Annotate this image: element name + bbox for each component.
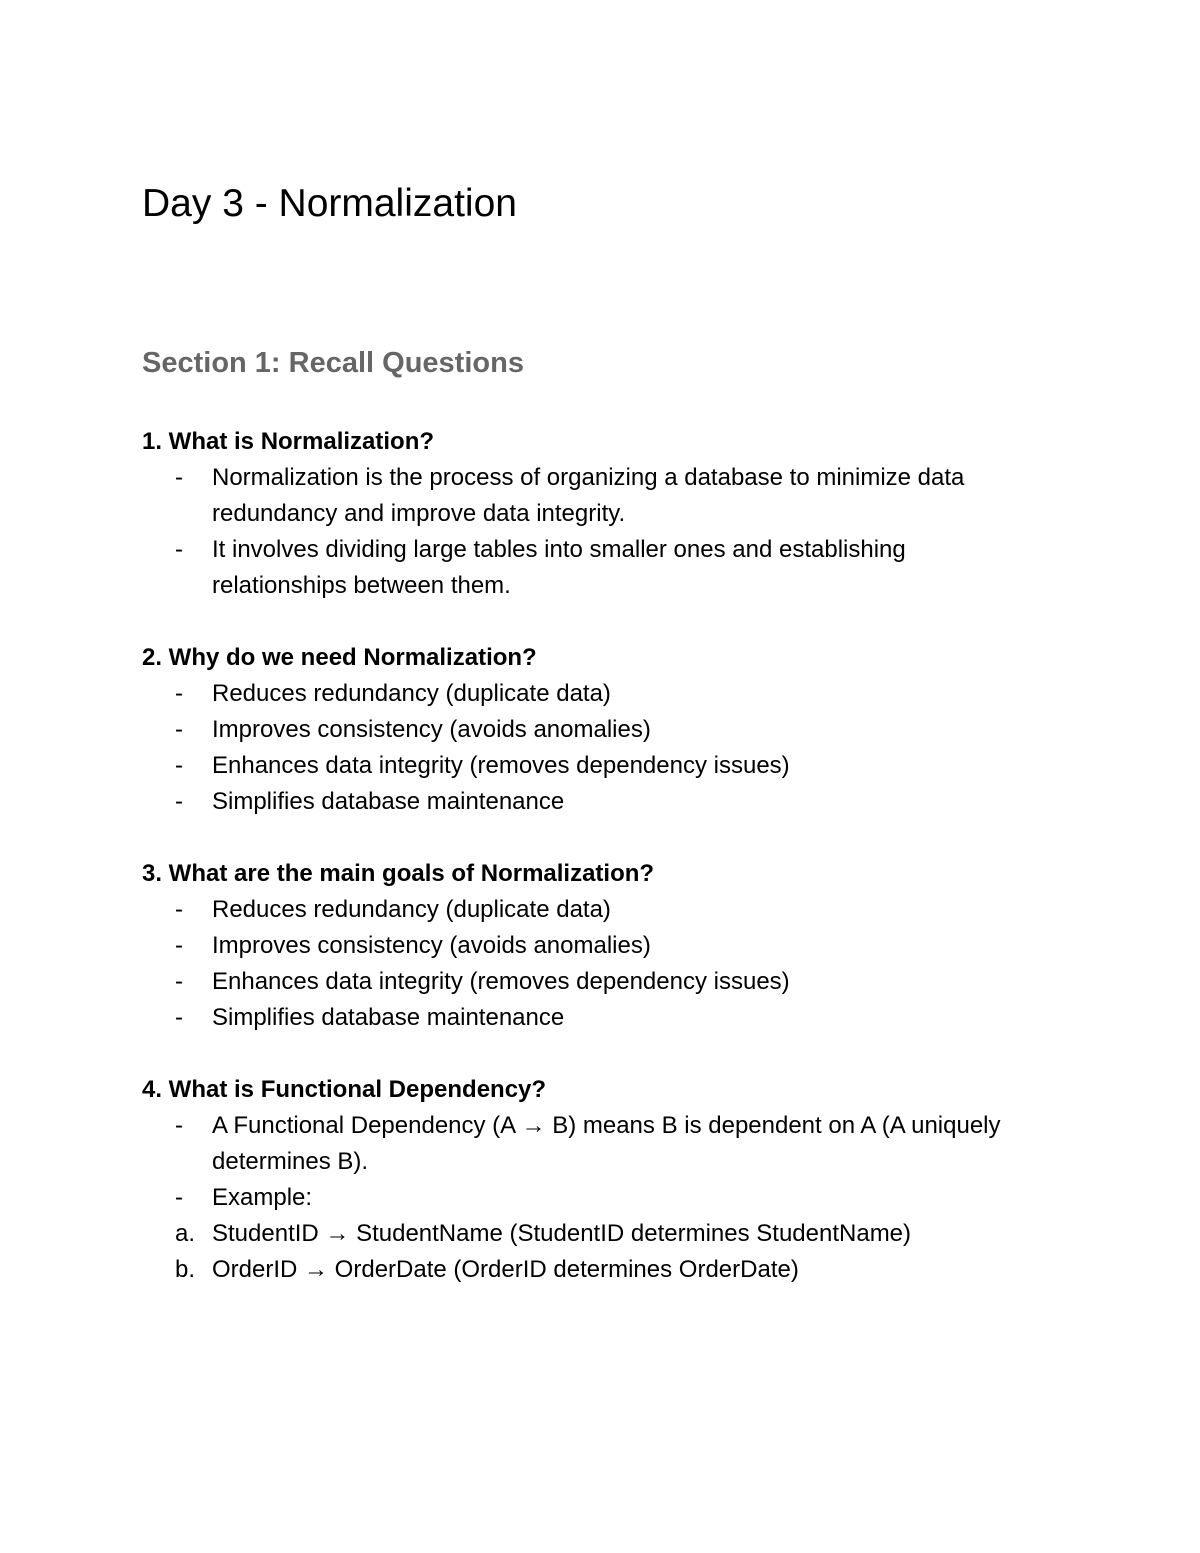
- list-marker: -: [175, 788, 183, 815]
- list-marker: -: [175, 932, 183, 959]
- answer-item: [142, 964, 1042, 1000]
- answer-text: Improves consistency (avoids anomalies): [212, 716, 651, 743]
- question-1: [142, 424, 1042, 604]
- answer-list: [142, 460, 1042, 604]
- answer-item: [142, 1000, 1042, 1036]
- answer-item: [142, 748, 1042, 784]
- answer-text: Reduces redundancy (duplicate data): [212, 680, 611, 707]
- answer-text: Improves consistency (avoids anomalies): [212, 932, 651, 959]
- answer-item: [142, 928, 1042, 964]
- answer-text: Reduces redundancy (duplicate data): [212, 896, 611, 923]
- answer-text: It involves dividing large tables into smaller ones and establishing relationships between them.: [212, 536, 906, 599]
- section-heading: Section 1: Recall Questions: [142, 347, 524, 379]
- page-title: Day 3 - Normalization: [142, 182, 517, 225]
- list-marker: -: [175, 1112, 183, 1139]
- answer-item: [142, 1180, 1042, 1216]
- list-marker: -: [175, 716, 183, 743]
- list-marker: a.: [175, 1220, 196, 1247]
- list-marker: -: [175, 968, 183, 995]
- question-title: 3. What are the main goals of Normalization?: [142, 860, 655, 887]
- answer-item: [142, 1108, 1042, 1180]
- answer-item: [142, 712, 1042, 748]
- answer-text: OrderID → OrderDate (OrderID determines OrderDate): [212, 1256, 799, 1283]
- question-2: [142, 640, 1042, 820]
- answer-text: A Functional Dependency (A → B) means B is dependent on A (A uniquely determines B).: [212, 1112, 1001, 1175]
- list-marker: -: [175, 464, 183, 491]
- answer-text: Enhances data integrity (removes dependency issues): [212, 752, 790, 779]
- list-marker: -: [175, 752, 183, 779]
- answer-item: [142, 784, 1042, 820]
- answer-item: [142, 892, 1042, 928]
- answer-text: StudentID → StudentName (StudentID determines StudentName): [212, 1220, 912, 1247]
- questions-list: [142, 424, 1042, 1324]
- answer-text: Enhances data integrity (removes dependency issues): [212, 968, 790, 995]
- list-marker: -: [175, 680, 183, 707]
- answer-item: [142, 676, 1042, 712]
- answer-list: [142, 1108, 1042, 1288]
- question-title: 2. Why do we need Normalization?: [142, 644, 537, 671]
- answer-text: Simplifies database maintenance: [212, 788, 565, 815]
- answer-item: [142, 532, 1042, 604]
- question-title: 4. What is Functional Dependency?: [142, 1076, 547, 1103]
- answer-list: [142, 676, 1042, 820]
- list-marker: -: [175, 896, 183, 923]
- answer-item: [142, 1252, 1042, 1288]
- answer-list: [142, 892, 1042, 1036]
- list-marker: b.: [175, 1256, 196, 1283]
- answer-text: Normalization is the process of organizing a database to minimize data redundancy and improve data integrity.: [212, 464, 965, 527]
- question-4: [142, 1072, 1042, 1288]
- answer-text: Simplifies database maintenance: [212, 1004, 565, 1031]
- question-title: 1. What is Normalization?: [142, 428, 435, 455]
- answer-text: Example:: [212, 1184, 313, 1211]
- answer-item: [142, 460, 1042, 532]
- list-marker: -: [175, 1184, 183, 1211]
- question-3: [142, 856, 1042, 1036]
- answer-item: [142, 1216, 1042, 1252]
- list-marker: -: [175, 1004, 183, 1031]
- list-marker: -: [175, 536, 183, 563]
